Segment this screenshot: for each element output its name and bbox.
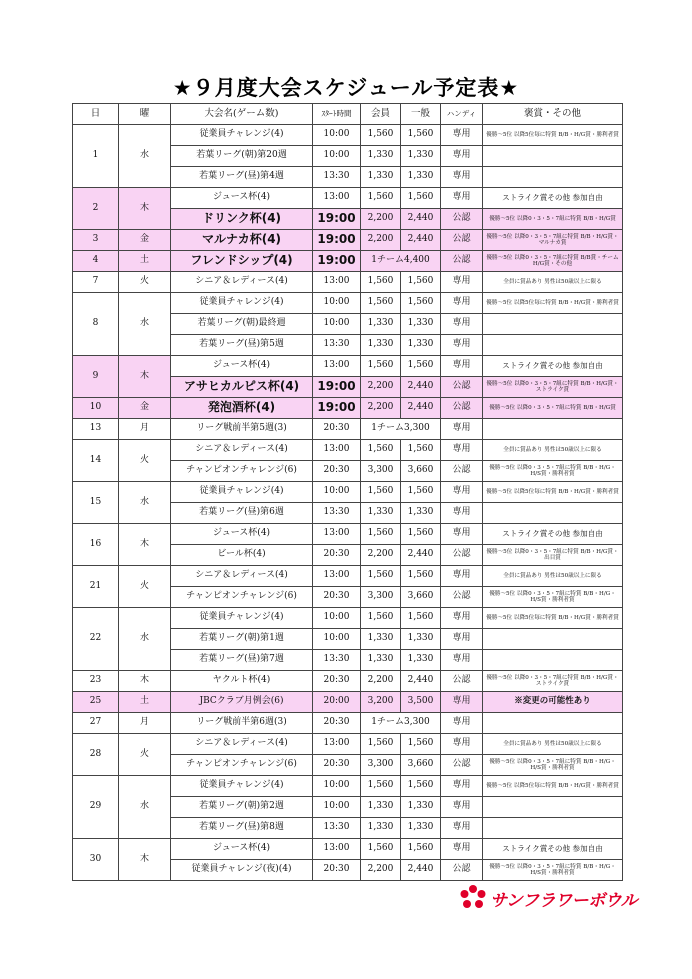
start-time: 20:30 bbox=[313, 755, 361, 776]
member-fee: 1,560 bbox=[361, 440, 401, 461]
member-fee: 1,560 bbox=[361, 482, 401, 503]
weekday-cell: 水 bbox=[119, 293, 171, 356]
member-fee: 1,330 bbox=[361, 335, 401, 356]
handicap-type: 専用 bbox=[441, 734, 483, 755]
handicap-type: 公認 bbox=[441, 755, 483, 776]
start-time: 10:00 bbox=[313, 776, 361, 797]
team-fee: 1チーム3,300 bbox=[361, 419, 441, 440]
event-name: 若葉リーグ(昼)第8週 bbox=[171, 818, 313, 839]
team-fee: 1チーム3,300 bbox=[361, 713, 441, 734]
member-fee: 2,200 bbox=[361, 377, 401, 398]
handicap-type: 専用 bbox=[441, 713, 483, 734]
general-fee: 1,330 bbox=[401, 629, 441, 650]
general-fee: 2,440 bbox=[401, 209, 441, 230]
general-fee: 1,560 bbox=[401, 272, 441, 293]
weekday-cell: 土 bbox=[119, 692, 171, 713]
handicap-type: 専用 bbox=[441, 503, 483, 524]
day-cell: 22 bbox=[73, 608, 119, 671]
start-time: 19:00 bbox=[313, 251, 361, 272]
day-cell: 25 bbox=[73, 692, 119, 713]
member-fee: 1,330 bbox=[361, 650, 401, 671]
start-time: 13:00 bbox=[313, 734, 361, 755]
weekday-cell: 月 bbox=[119, 713, 171, 734]
general-fee: 1,560 bbox=[401, 776, 441, 797]
schedule-table bbox=[72, 103, 623, 881]
start-time: 20:30 bbox=[313, 671, 361, 692]
handicap-type: 公認 bbox=[441, 230, 483, 251]
start-time: 20:30 bbox=[313, 860, 361, 881]
event-name: 若葉リーグ(昼)第7週 bbox=[171, 650, 313, 671]
prize-note bbox=[483, 797, 623, 818]
day-cell: 27 bbox=[73, 713, 119, 734]
day-cell: 28 bbox=[73, 734, 119, 776]
event-name: フレンドシップ(4) bbox=[171, 251, 313, 272]
handicap-type: 公認 bbox=[441, 671, 483, 692]
handicap-type: 専用 bbox=[441, 146, 483, 167]
general-fee: 1,560 bbox=[401, 293, 441, 314]
general-fee: 2,440 bbox=[401, 230, 441, 251]
event-name: ジュース杯(4) bbox=[171, 356, 313, 377]
day-cell: 29 bbox=[73, 776, 119, 839]
handicap-type: 専用 bbox=[441, 650, 483, 671]
start-time: 13:00 bbox=[313, 188, 361, 209]
handicap-type: 専用 bbox=[441, 566, 483, 587]
schedule-body bbox=[73, 125, 623, 881]
member-fee: 2,200 bbox=[361, 398, 401, 419]
handicap-type: 公認 bbox=[441, 398, 483, 419]
header-row bbox=[73, 104, 623, 125]
weekday-cell: 金 bbox=[119, 230, 171, 251]
event-name: 若葉リーグ(朝)最終週 bbox=[171, 314, 313, 335]
handicap-type: 専用 bbox=[441, 776, 483, 797]
event-name: シニア＆レディース(4) bbox=[171, 272, 313, 293]
start-time: 10:00 bbox=[313, 314, 361, 335]
start-time: 10:00 bbox=[313, 608, 361, 629]
general-fee: 1,330 bbox=[401, 146, 441, 167]
day-cell: 30 bbox=[73, 839, 119, 881]
general-fee: 1,560 bbox=[401, 356, 441, 377]
handicap-type: 専用 bbox=[441, 608, 483, 629]
general-fee: 1,330 bbox=[401, 314, 441, 335]
event-name: ジュース杯(4) bbox=[171, 188, 313, 209]
member-fee: 1,560 bbox=[361, 293, 401, 314]
member-fee: 1,330 bbox=[361, 797, 401, 818]
header-weekday: 曜 bbox=[119, 104, 171, 125]
prize-note bbox=[483, 629, 623, 650]
start-time: 13:30 bbox=[313, 167, 361, 188]
general-fee: 1,560 bbox=[401, 125, 441, 146]
event-name: チャンピオンチャレンジ(6) bbox=[171, 755, 313, 776]
prize-note bbox=[483, 314, 623, 335]
event-name: シニア＆レディース(4) bbox=[171, 734, 313, 755]
weekday-cell: 火 bbox=[119, 566, 171, 608]
handicap-type: 専用 bbox=[441, 356, 483, 377]
logo-text: サンフラワーボウル bbox=[490, 890, 638, 911]
start-time: 13:00 bbox=[313, 356, 361, 377]
day-cell: 3 bbox=[73, 230, 119, 251]
event-name: 若葉リーグ(昼)第5週 bbox=[171, 335, 313, 356]
start-time: 20:30 bbox=[313, 461, 361, 482]
member-fee: 3,200 bbox=[361, 692, 401, 713]
start-time: 13:00 bbox=[313, 839, 361, 860]
handicap-type: 専用 bbox=[441, 692, 483, 713]
start-time: 13:00 bbox=[313, 440, 361, 461]
member-fee: 1,330 bbox=[361, 629, 401, 650]
general-fee: 2,440 bbox=[401, 860, 441, 881]
general-fee: 1,330 bbox=[401, 167, 441, 188]
handicap-type: 公認 bbox=[441, 545, 483, 566]
day-cell: 7 bbox=[73, 272, 119, 293]
day-cell: 4 bbox=[73, 251, 119, 272]
handicap-type: 公認 bbox=[441, 461, 483, 482]
prize-note: 全員に賞品あり 男性は50歳以上に限る bbox=[483, 440, 623, 461]
day-cell: 10 bbox=[73, 398, 119, 419]
sunflower-bowl-logo bbox=[459, 884, 637, 912]
start-time: 19:00 bbox=[313, 377, 361, 398]
event-name: ジュース杯(4) bbox=[171, 524, 313, 545]
prize-note: ※変更の可能性あり bbox=[483, 692, 623, 713]
handicap-type: 専用 bbox=[441, 839, 483, 860]
event-name: 発泡酒杯(4) bbox=[171, 398, 313, 419]
handicap-type: 公認 bbox=[441, 860, 483, 881]
event-name: ヤクルト杯(4) bbox=[171, 671, 313, 692]
general-fee: 1,330 bbox=[401, 818, 441, 839]
member-fee: 1,560 bbox=[361, 524, 401, 545]
start-time: 13:00 bbox=[313, 524, 361, 545]
prize-note: 優勝～5位 以降0・3・5・7組に特賞 B/B・H/G・H/S賞・勝利者賞 bbox=[483, 461, 623, 482]
handicap-type: 公認 bbox=[441, 251, 483, 272]
general-fee: 3,660 bbox=[401, 587, 441, 608]
event-name: チャンピオンチャレンジ(6) bbox=[171, 461, 313, 482]
general-fee: 1,560 bbox=[401, 188, 441, 209]
member-fee: 1,560 bbox=[361, 125, 401, 146]
prize-note bbox=[483, 818, 623, 839]
weekday-cell: 土 bbox=[119, 251, 171, 272]
day-cell: 9 bbox=[73, 356, 119, 398]
general-fee: 1,330 bbox=[401, 650, 441, 671]
day-cell: 14 bbox=[73, 440, 119, 482]
handicap-type: 公認 bbox=[441, 377, 483, 398]
member-fee: 1,330 bbox=[361, 818, 401, 839]
member-fee: 1,330 bbox=[361, 503, 401, 524]
prize-note bbox=[483, 167, 623, 188]
prize-note: 優勝～5位 以降5位毎に特賞 B/B・H/G賞・勝利者賞 bbox=[483, 293, 623, 314]
day-cell: 1 bbox=[73, 125, 119, 188]
member-fee: 1,330 bbox=[361, 146, 401, 167]
general-fee: 3,660 bbox=[401, 461, 441, 482]
prize-note: 優勝～5位 以降0・3・5・7組に特賞 B/B・H/G・H/S賞・勝利者賞 bbox=[483, 587, 623, 608]
team-fee: 1チーム4,400 bbox=[361, 251, 441, 272]
start-time: 20:30 bbox=[313, 545, 361, 566]
prize-note: 優勝～5位 以降0・3・5・7組に特賞 B/B賞・チームH/G賞・その他 bbox=[483, 251, 623, 272]
prize-note: 全員に賞品あり 男性は50歳以上に限る bbox=[483, 734, 623, 755]
weekday-cell: 木 bbox=[119, 839, 171, 881]
weekday-cell: 木 bbox=[119, 671, 171, 692]
header-member: 会員 bbox=[361, 104, 401, 125]
prize-note: 優勝～5位 以降5位毎に特賞 B/B・H/G賞・勝利者賞 bbox=[483, 776, 623, 797]
start-time: 19:00 bbox=[313, 230, 361, 251]
member-fee: 1,560 bbox=[361, 272, 401, 293]
sunflower-icon bbox=[459, 884, 487, 912]
prize-note: 優勝～5位 以降0・3・5・7組に特賞 B/B・H/G賞・マルナカ賞 bbox=[483, 230, 623, 251]
weekday-cell: 水 bbox=[119, 608, 171, 671]
weekday-cell: 水 bbox=[119, 482, 171, 524]
handicap-type: 専用 bbox=[441, 419, 483, 440]
weekday-cell: 火 bbox=[119, 440, 171, 482]
weekday-cell: 木 bbox=[119, 188, 171, 230]
header-event: 大会名(ゲーム数) bbox=[171, 104, 313, 125]
event-name: 若葉リーグ(朝)第2週 bbox=[171, 797, 313, 818]
event-name: シニア＆レディース(4) bbox=[171, 566, 313, 587]
handicap-type: 専用 bbox=[441, 125, 483, 146]
start-time: 20:30 bbox=[313, 713, 361, 734]
weekday-cell: 火 bbox=[119, 734, 171, 776]
weekday-cell: 水 bbox=[119, 125, 171, 188]
prize-note: 全員に賞品あり 男性は50歳以上に限る bbox=[483, 272, 623, 293]
handicap-type: 専用 bbox=[441, 335, 483, 356]
event-name: ビール杯(4) bbox=[171, 545, 313, 566]
day-cell: 23 bbox=[73, 671, 119, 692]
event-name: 従業員チャレンジ(4) bbox=[171, 125, 313, 146]
general-fee: 2,440 bbox=[401, 377, 441, 398]
day-cell: 21 bbox=[73, 566, 119, 608]
general-fee: 1,330 bbox=[401, 335, 441, 356]
event-name: チャンピオンチャレンジ(6) bbox=[171, 587, 313, 608]
member-fee: 1,560 bbox=[361, 356, 401, 377]
general-fee: 1,560 bbox=[401, 524, 441, 545]
prize-note: ストライク賞その他 参加自由 bbox=[483, 356, 623, 377]
general-fee: 2,440 bbox=[401, 545, 441, 566]
weekday-cell: 火 bbox=[119, 272, 171, 293]
handicap-type: 専用 bbox=[441, 272, 483, 293]
start-time: 10:00 bbox=[313, 797, 361, 818]
prize-note: 優勝～5位 以降0・3・5・7組に特賞 B/B・H/G・H/S賞・勝利者賞 bbox=[483, 860, 623, 881]
prize-note bbox=[483, 713, 623, 734]
member-fee: 3,300 bbox=[361, 755, 401, 776]
start-time: 13:30 bbox=[313, 818, 361, 839]
prize-note: 優勝～5位 以降0・3・5・7組に特賞 B/B・H/G賞 bbox=[483, 398, 623, 419]
day-cell: 15 bbox=[73, 482, 119, 524]
handicap-type: 専用 bbox=[441, 629, 483, 650]
member-fee: 2,200 bbox=[361, 230, 401, 251]
start-time: 19:00 bbox=[313, 209, 361, 230]
event-name: 従業員チャレンジ(4) bbox=[171, 776, 313, 797]
event-name: リーグ戦前半第5週(3) bbox=[171, 419, 313, 440]
day-cell: 2 bbox=[73, 188, 119, 230]
handicap-type: 専用 bbox=[441, 167, 483, 188]
general-fee: 2,440 bbox=[401, 398, 441, 419]
prize-note: ストライク賞その他 参加自由 bbox=[483, 839, 623, 860]
weekday-cell: 木 bbox=[119, 524, 171, 566]
start-time: 20:30 bbox=[313, 587, 361, 608]
event-name: 従業員チャレンジ(夜)(4) bbox=[171, 860, 313, 881]
general-fee: 3,500 bbox=[401, 692, 441, 713]
header-start-time: ｽﾀｰﾄ時間 bbox=[313, 104, 361, 125]
handicap-type: 専用 bbox=[441, 188, 483, 209]
start-time: 13:30 bbox=[313, 650, 361, 671]
member-fee: 2,200 bbox=[361, 671, 401, 692]
prize-note: ストライク賞その他 参加自由 bbox=[483, 524, 623, 545]
weekday-cell: 水 bbox=[119, 776, 171, 839]
day-cell: 16 bbox=[73, 524, 119, 566]
page-title: ★９月度大会スケジュール予定表★ bbox=[172, 76, 520, 100]
event-name: アサヒカルピス杯(4) bbox=[171, 377, 313, 398]
event-name: JBCクラブ月例会(6) bbox=[171, 692, 313, 713]
weekday-cell: 木 bbox=[119, 356, 171, 398]
handicap-type: 専用 bbox=[441, 797, 483, 818]
header-general: 一般 bbox=[401, 104, 441, 125]
general-fee: 1,330 bbox=[401, 503, 441, 524]
member-fee: 1,560 bbox=[361, 734, 401, 755]
day-cell: 8 bbox=[73, 293, 119, 356]
event-name: 若葉リーグ(朝)第20週 bbox=[171, 146, 313, 167]
prize-note bbox=[483, 650, 623, 671]
handicap-type: 専用 bbox=[441, 524, 483, 545]
start-time: 10:00 bbox=[313, 293, 361, 314]
general-fee: 1,560 bbox=[401, 839, 441, 860]
event-name: 従業員チャレンジ(4) bbox=[171, 482, 313, 503]
member-fee: 1,560 bbox=[361, 566, 401, 587]
prize-note bbox=[483, 146, 623, 167]
start-time: 19:00 bbox=[313, 398, 361, 419]
event-name: 若葉リーグ(昼)第4週 bbox=[171, 167, 313, 188]
handicap-type: 公認 bbox=[441, 209, 483, 230]
prize-note: 優勝～5位 以降0・3・5・7組に特賞 B/B・H/G賞・ストライク賞 bbox=[483, 377, 623, 398]
prize-note: 全員に賞品あり 男性は50歳以上に限る bbox=[483, 566, 623, 587]
event-name: マルナカ杯(4) bbox=[171, 230, 313, 251]
event-name: 若葉リーグ(昼)第6週 bbox=[171, 503, 313, 524]
start-time: 13:30 bbox=[313, 335, 361, 356]
start-time: 10:00 bbox=[313, 482, 361, 503]
header-prize: 褒賞・その他 bbox=[483, 104, 623, 125]
general-fee: 2,440 bbox=[401, 671, 441, 692]
handicap-type: 専用 bbox=[441, 482, 483, 503]
start-time: 13:00 bbox=[313, 566, 361, 587]
prize-note: 優勝～5位 以降0・3・5・7組に特賞 B/B・H/G賞・ストライク賞 bbox=[483, 671, 623, 692]
general-fee: 1,560 bbox=[401, 440, 441, 461]
general-fee: 1,560 bbox=[401, 566, 441, 587]
weekday-cell: 金 bbox=[119, 398, 171, 419]
start-time: 10:00 bbox=[313, 125, 361, 146]
day-cell: 13 bbox=[73, 419, 119, 440]
member-fee: 2,200 bbox=[361, 209, 401, 230]
member-fee: 3,300 bbox=[361, 461, 401, 482]
event-name: 従業員チャレンジ(4) bbox=[171, 608, 313, 629]
weekday-cell: 月 bbox=[119, 419, 171, 440]
prize-note bbox=[483, 503, 623, 524]
prize-note: 優勝～5位 以降5位毎に特賞 B/B・H/G賞・勝利者賞 bbox=[483, 608, 623, 629]
prize-note bbox=[483, 335, 623, 356]
prize-note: 優勝～5位 以降0・3・5・7組に特賞 B/B・H/G賞 bbox=[483, 209, 623, 230]
prize-note bbox=[483, 419, 623, 440]
start-time: 10:00 bbox=[313, 629, 361, 650]
handicap-type: 公認 bbox=[441, 587, 483, 608]
prize-note: ストライク賞その他 参加自由 bbox=[483, 188, 623, 209]
event-name: ジュース杯(4) bbox=[171, 839, 313, 860]
event-name: ドリンク杯(4) bbox=[171, 209, 313, 230]
general-fee: 1,330 bbox=[401, 797, 441, 818]
prize-note: 優勝～5位 以降0・3・5・7組に特賞 B/B・H/G・H/S賞・勝利者賞 bbox=[483, 755, 623, 776]
event-name: 従業員チャレンジ(4) bbox=[171, 293, 313, 314]
prize-note: 優勝～5位 以降5位毎に特賞 B/B・H/G賞・勝利者賞 bbox=[483, 125, 623, 146]
handicap-type: 専用 bbox=[441, 314, 483, 335]
member-fee: 1,560 bbox=[361, 608, 401, 629]
prize-note: 優勝～5位 以降5位毎に特賞 B/B・H/G賞・勝利者賞 bbox=[483, 482, 623, 503]
handicap-type: 専用 bbox=[441, 440, 483, 461]
member-fee: 1,560 bbox=[361, 839, 401, 860]
handicap-type: 専用 bbox=[441, 293, 483, 314]
general-fee: 1,560 bbox=[401, 734, 441, 755]
general-fee: 1,560 bbox=[401, 482, 441, 503]
member-fee: 1,560 bbox=[361, 188, 401, 209]
member-fee: 1,330 bbox=[361, 314, 401, 335]
start-time: 13:30 bbox=[313, 503, 361, 524]
member-fee: 1,330 bbox=[361, 167, 401, 188]
member-fee: 2,200 bbox=[361, 860, 401, 881]
start-time: 20:00 bbox=[313, 692, 361, 713]
event-name: リーグ戦前半第6週(3) bbox=[171, 713, 313, 734]
start-time: 20:30 bbox=[313, 419, 361, 440]
member-fee: 2,200 bbox=[361, 545, 401, 566]
start-time: 13:00 bbox=[313, 272, 361, 293]
general-fee: 3,660 bbox=[401, 755, 441, 776]
prize-note: 優勝～5位 以降0・3・5・7組に特賞 B/B・H/G賞・出目賞 bbox=[483, 545, 623, 566]
member-fee: 3,300 bbox=[361, 587, 401, 608]
event-name: シニア＆レディース(4) bbox=[171, 440, 313, 461]
start-time: 10:00 bbox=[313, 146, 361, 167]
member-fee: 1,560 bbox=[361, 776, 401, 797]
handicap-type: 専用 bbox=[441, 818, 483, 839]
general-fee: 1,560 bbox=[401, 608, 441, 629]
header-day: 日 bbox=[73, 104, 119, 125]
header-handicap: ハンディ bbox=[441, 104, 483, 125]
event-name: 若葉リーグ(朝)第1週 bbox=[171, 629, 313, 650]
